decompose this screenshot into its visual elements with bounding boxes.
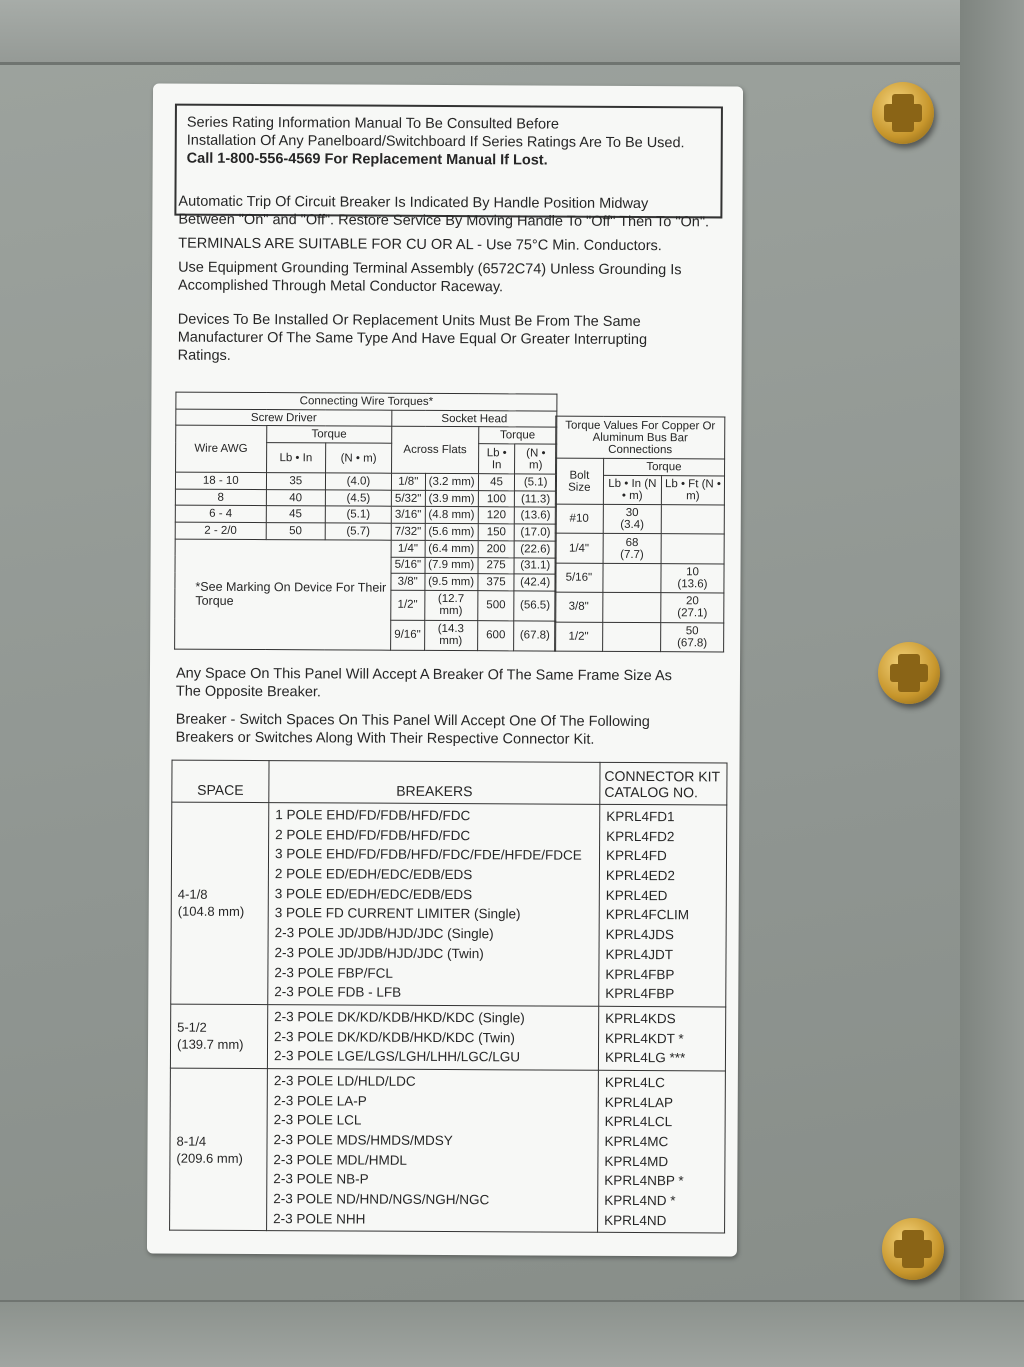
mm-cell: (14.3 mm) — [424, 620, 477, 650]
screw-torque-header: Torque — [266, 426, 391, 443]
screw-nm-header: (N • m) — [325, 443, 391, 473]
kit-list — [598, 1006, 725, 1071]
space-size: 5-1/2 — [177, 1020, 207, 1035]
breaker-list — [267, 1004, 598, 1070]
kit-header-1: CONNECTOR KIT — [604, 768, 720, 785]
mm-cell: (12.7 mm) — [424, 590, 477, 620]
socket-nm-header: (N • m) — [515, 444, 557, 474]
notice-phone-line: Call 1-800-556-4569 For Replacement Manual If Lost. — [187, 150, 711, 171]
nm-cell: (22.6) — [514, 541, 556, 558]
bus-bar-torque-table — [554, 416, 725, 653]
awg-cell: 6 - 4 — [175, 506, 266, 523]
bus-torque-header: Torque — [603, 459, 724, 476]
breaker-group — [171, 802, 727, 1007]
panel-label — [147, 83, 743, 1256]
list-item: KPRL4FD — [606, 846, 720, 866]
mm-cell: (7.9 mm) — [425, 557, 478, 574]
nm-cell: (3.4) — [620, 519, 644, 531]
list-item: KPRL4FD2 — [606, 827, 720, 847]
flat-cell: 3/8" — [391, 573, 425, 590]
list-item: 2-3 POLE MDL/HMDL — [273, 1150, 591, 1171]
panel-top-strip — [0, 0, 1024, 65]
lbin-cell: 100 — [478, 490, 515, 507]
list-item: 2-3 POLE MDS/HMDS/MDSY — [273, 1130, 591, 1151]
awg-cell: 8 — [175, 489, 266, 506]
table-row — [175, 472, 556, 491]
list-item: 2 POLE EHD/FD/FDB/HFD/FDC — [275, 825, 593, 846]
nm-cell: (31.1) — [514, 557, 556, 574]
nm-cell: (27.1) — [677, 608, 707, 620]
table-row — [555, 592, 724, 622]
list-item: KPRL4FBP — [605, 984, 719, 1004]
list-item: KPRL4FBP — [605, 964, 719, 984]
bolt-cell: 5/16" — [555, 563, 603, 593]
list-item: 2-3 POLE FDB - LFB — [274, 982, 592, 1003]
across-flats-header: Across Flats — [392, 427, 479, 474]
list-item: 2-3 POLE JD/JDB/HJD/JDC (Twin) — [274, 943, 592, 964]
space-size-mm: (209.6 mm) — [176, 1150, 243, 1165]
flat-cell: 5/32" — [391, 490, 425, 507]
nm-cell: (17.0) — [515, 524, 557, 541]
bolt-cell: 1/2" — [555, 622, 603, 652]
nm-cell: (5.1) — [325, 506, 391, 523]
nm-cell: (5.7) — [325, 523, 391, 540]
awg-cell: 18 - 10 — [175, 472, 266, 489]
panel-bottom-frame — [0, 1300, 1024, 1367]
list-item: 3 POLE FD CURRENT LIMITER (Single) — [275, 904, 593, 925]
lbin-cell: 375 — [478, 574, 515, 591]
devices-text-1: Devices To Be Installed Or Replacement Units Must Be From The Same — [178, 312, 728, 332]
switch-text-1: Breaker - Switch Spaces On This Panel Will Accept One Of The Following — [176, 712, 726, 732]
bus-lbin-header: Lb • In (N • m) — [603, 475, 661, 505]
mm-cell: (6.4 mm) — [425, 540, 478, 557]
wire-awg-header: Wire AWG — [176, 425, 267, 472]
breaker-group — [170, 1004, 725, 1071]
space-size: 8-1/4 — [176, 1133, 206, 1148]
nm-cell: (5.1) — [515, 474, 557, 491]
bolt-cell: #10 — [555, 504, 603, 534]
mm-cell: (3.9 mm) — [425, 490, 478, 507]
lbin-cell: 275 — [478, 557, 515, 574]
list-item: 2-3 POLE LA-P — [274, 1091, 592, 1112]
nm-cell: (67.8) — [677, 637, 707, 649]
space-size-mm: (104.8 mm) — [178, 904, 245, 919]
nm-cell: (11.3) — [515, 491, 557, 508]
brass-bolt-bottom — [882, 1218, 944, 1280]
mm-cell: (4.8 mm) — [425, 507, 478, 524]
nm-cell: (42.4) — [514, 574, 556, 591]
devices-text-2: Manufacturer Of The Same Type And Have Equal Or Greater Interrupting — [178, 330, 728, 350]
breaker-list — [268, 803, 600, 1007]
bolt-size-header: Bolt Size — [555, 458, 603, 504]
list-item: KPRL4KDS — [605, 1009, 719, 1029]
list-item: 2-3 POLE NHH — [273, 1209, 591, 1230]
list-item: 2-3 POLE LGE/LGS/LGH/LHH/LGC/LGU — [274, 1046, 592, 1067]
mm-cell: (9.5 mm) — [424, 574, 477, 591]
lbft-cell: 10 — [686, 566, 699, 578]
list-item: 3 POLE ED/EDH/EDC/EDB/EDS — [275, 884, 593, 905]
bolt-cell: 3/8" — [555, 592, 603, 622]
lbin-cell: 120 — [478, 507, 515, 524]
space-text-1: Any Space On This Panel Will Accept A Breaker Of The Same Frame Size As — [176, 666, 726, 686]
list-item: 2-3 POLE LD/HLD/LDC — [274, 1071, 592, 1092]
list-item: 2-3 POLE DK/KD/KDB/HKD/KDC (Twin) — [274, 1027, 592, 1048]
table-row — [175, 489, 556, 508]
devices-text-3: Ratings. — [178, 348, 728, 368]
socket-torque-header: Torque — [478, 427, 556, 444]
lbft-cell: 50 — [686, 625, 699, 637]
list-item: KPRL4ED — [606, 886, 720, 906]
lbin-cell: 500 — [478, 591, 515, 621]
list-item: 3 POLE EHD/FD/FDB/HFD/FDC/FDE/HFDE/FDCE — [275, 844, 593, 865]
lbin-cell: 30 — [626, 507, 639, 519]
nm-cell: (4.0) — [325, 473, 391, 490]
lbin-cell: 50 — [266, 523, 325, 540]
list-item: 2-3 POLE LCL — [274, 1110, 592, 1131]
space-text-2: The Opposite Breaker. — [176, 684, 726, 704]
bus-torque-title: Torque Values For Copper Or Aluminum Bus Bar Connections — [556, 416, 725, 459]
lbin-cell: 68 — [626, 537, 639, 549]
nm-cell: (67.8) — [514, 621, 556, 651]
trip-text-2: Between "On" and "Off". Restore Service By Moving Handle To "Off" Then To "On". — [178, 212, 728, 232]
list-item: KPRL4MD — [604, 1152, 718, 1172]
flat-cell: 3/16" — [391, 507, 425, 524]
lbin-cell: 600 — [477, 621, 514, 651]
grounding-text-2: Accomplished Through Metal Conductor Raceway. — [178, 278, 728, 298]
list-item: KPRL4KDT * — [605, 1028, 719, 1048]
flat-cell: 7/32" — [391, 523, 425, 540]
terminals-text: TERMINALS ARE SUITABLE FOR CU OR AL - Use 75°C Min. Conductors. — [178, 236, 728, 256]
space-size-mm: (139.7 mm) — [177, 1037, 244, 1052]
lbin-cell: 35 — [266, 473, 325, 490]
space-size: 4-1/8 — [178, 887, 208, 902]
nm-cell: (7.7) — [620, 549, 644, 561]
list-item: 2-3 POLE FBP/FCL — [274, 963, 592, 984]
screw-driver-header: Screw Driver — [176, 409, 392, 427]
space-header: SPACE — [172, 760, 269, 803]
list-item: KPRL4JDS — [606, 925, 720, 945]
table-row — [175, 506, 556, 525]
brass-bolt-top — [872, 82, 934, 144]
bus-lbft-header: Lb • Ft (N • m) — [661, 475, 724, 505]
screw-lbin-header: Lb • In — [266, 443, 325, 473]
kit-list — [599, 804, 727, 1007]
list-item: KPRL4ND — [604, 1211, 718, 1231]
list-item: KPRL4JDT — [605, 945, 719, 965]
table-row — [175, 539, 556, 558]
nm-cell: (4.5) — [325, 490, 391, 507]
nm-cell: (13.6) — [677, 578, 707, 590]
lbft-cell: 20 — [686, 596, 699, 608]
lbin-cell: 150 — [478, 524, 515, 541]
lbin-cell: 40 — [266, 489, 325, 506]
torque-note: *See Marking On Device For Their Torque — [175, 539, 392, 650]
list-item: KPRL4NBP * — [604, 1171, 718, 1191]
list-item: KPRL4ED2 — [606, 866, 720, 886]
table-row — [555, 504, 724, 534]
trip-text-1: Automatic Trip Of Circuit Breaker Is Indicated By Handle Position Midway — [178, 194, 728, 214]
table-row — [555, 534, 724, 564]
breakers-header: BREAKERS — [269, 761, 600, 805]
kit-list — [598, 1070, 726, 1233]
list-item: KPRL4MC — [604, 1132, 718, 1152]
breaker-list — [267, 1069, 599, 1233]
table-row — [555, 563, 724, 593]
table-row — [555, 622, 724, 652]
lbin-cell: 200 — [478, 541, 515, 558]
list-item: KPRL4LC — [605, 1073, 719, 1093]
list-item: KPRL4LG *** — [605, 1048, 719, 1068]
list-item: 2 POLE ED/EDH/EDC/EDB/EDS — [275, 864, 593, 885]
flat-cell: 9/16" — [391, 620, 425, 650]
list-item: 2-3 POLE ND/HND/NGS/NGH/NGC — [273, 1189, 591, 1210]
nm-cell: (56.5) — [514, 591, 556, 621]
list-item: 2-3 POLE JD/JDB/HJD/JDC (Single) — [275, 923, 593, 944]
brass-bolt-middle — [878, 642, 940, 704]
flat-cell: 1/8" — [391, 473, 425, 490]
grounding-text-1: Use Equipment Grounding Terminal Assembly (6572C74) Unless Grounding Is — [178, 260, 728, 280]
flat-cell: 1/2" — [391, 590, 425, 620]
breaker-group — [170, 1068, 726, 1233]
list-item: 2-3 POLE DK/KD/KDB/HKD/KDC (Single) — [274, 1007, 592, 1028]
list-item: KPRL4LCL — [605, 1112, 719, 1132]
flat-cell: 5/16" — [391, 557, 425, 574]
list-item: KPRL4LAP — [605, 1092, 719, 1112]
awg-cell: 2 - 2/0 — [175, 522, 266, 539]
nm-cell: (13.6) — [515, 507, 557, 524]
socket-head-header: Socket Head — [392, 410, 557, 428]
list-item: KPRL4ND * — [604, 1191, 718, 1211]
mm-cell: (5.6 mm) — [425, 524, 478, 541]
panel-right-edge — [960, 0, 1024, 1365]
mm-cell: (3.2 mm) — [425, 473, 478, 490]
socket-lbin-header: Lb • In — [478, 444, 515, 474]
wire-torque-title: Connecting Wire Torques* — [176, 392, 557, 411]
list-item: KPRL4FCLIM — [606, 905, 720, 925]
notice-line-1: Series Rating Information Manual To Be Consulted Before — [187, 114, 711, 135]
list-item: 1 POLE EHD/FD/FDB/HFD/FDC — [275, 805, 593, 826]
kit-header-2: CATALOG NO. — [604, 784, 698, 800]
lbin-cell: 45 — [266, 506, 325, 523]
notice-line-2: Installation Of Any Panelboard/Switchboard If Series Ratings Are To Be Used. — [187, 132, 711, 153]
flat-cell: 1/4" — [391, 540, 425, 557]
list-item: 2-3 POLE NB-P — [273, 1169, 591, 1190]
bolt-cell: 1/4" — [555, 534, 603, 564]
table-row — [175, 522, 556, 541]
wire-torque-table — [174, 392, 557, 652]
breaker-table — [169, 760, 727, 1234]
switch-text-2: Breakers or Switches Along With Their Respective Connector Kit. — [176, 730, 726, 750]
list-item: KPRL4FD1 — [606, 807, 720, 827]
lbin-cell: 45 — [478, 474, 515, 491]
